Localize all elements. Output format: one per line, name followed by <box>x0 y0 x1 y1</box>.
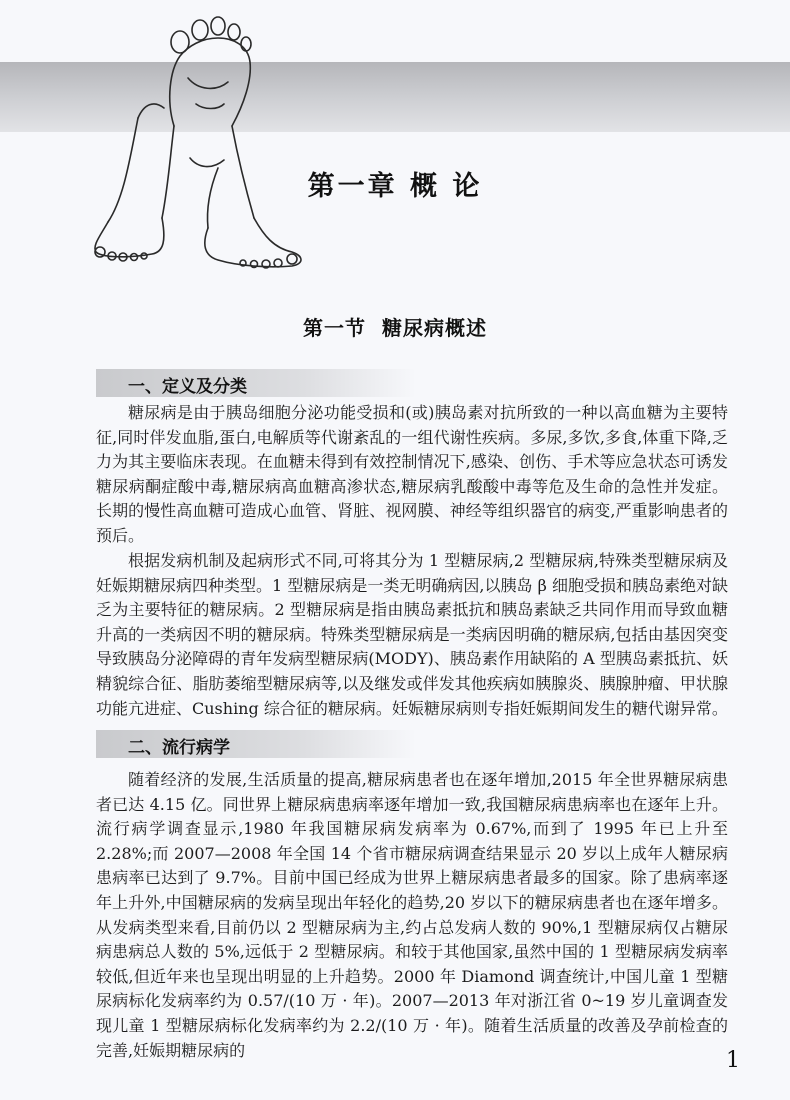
paragraph: 糖尿病是由于胰岛细胞分泌功能受损和(或)胰岛素对抗所致的一种以高血糖为主要特征,同时伴发血脂,蛋白,电解质等代谢紊乱的一组代谢性疾病。多尿,多饮,多食,体重下降,乏力为其主要临床表现。在血糖未得到有效控制情况下,感染、创伤、手术等应急状态可诱发糖尿病酮症酸中毒,糖尿病高血糖高渗状态,糖尿病乳酸酸中毒等危及生命的急性并发症。长期的慢性高血糖可造成心血管、肾脏、视网膜、神经等组织器官的病变,严重影响患者的预后。 <box>96 403 728 545</box>
page-number: 1 <box>726 1048 740 1073</box>
section-title-text: 糖尿病概述 <box>382 316 487 340</box>
subsection-heading-bar <box>96 730 416 758</box>
chapter-title: 第一章 概 论 <box>307 171 483 202</box>
section-number: 第一节 <box>303 316 366 340</box>
feet-illustration-icon <box>78 8 308 270</box>
section-title <box>0 312 790 341</box>
paragraph: 随着经济的发展,生活质量的提高,糖尿病患者也在逐年增加,2015 年全世界糖尿病患者已达 4.15 亿。同世界上糖尿病患病率逐年增加一致,我国糖尿病患病率也在逐年上升。流行病学调查显示,1980 年我国糖尿病发病率为 0.67%,而到了 1995 年已上升至 2.28%;而 2007—2008 年全国 14 个省市糖尿病调查结果显示 20 岁以上成年人糖尿病患病率已达到了 9.7%。目前中国已经成为世界上糖尿病患者最多的国家。除了患病率逐年上升外,中国糖尿病的发病呈现出年轻化的趋势,20 岁以下的糖尿病患者也在逐年增多。从发病类型来看,目前仍以 2 型糖尿病为主,约占总发病人数的 90%,1 型糖尿病仅占糖尿病患病总人数的 5%,远低于 2 型糖尿病。和较于其他国家,虽然中国的 1 型糖尿病发病率较低,但近年来也呈现出明显的上升趋势。2000 年 Diamond 调查统计,中国儿童 1 型糖尿病标化发病率约为 0.57/(10 万 · 年)。2007—2013 年对浙江省 0~19 岁儿童调查发现儿童 1 型糖尿病标化发病率约为 2.2/(10 万 · 年)。随着生活质量的改善及孕前检查的完善,妊娠期糖尿病的 <box>96 770 728 1060</box>
subsection-heading-bar <box>96 369 416 397</box>
paragraph: 根据发病机制及起病形式不同,可将其分为 1 型糖尿病,2 型糖尿病,特殊类型糖尿病及妊娠期糖尿病四种类型。1 型糖尿病是一类无明确病因,以胰岛 β 细胞受损和胰岛素绝对缺乏为主要特征的糖尿病。2 型糖尿病是指由胰岛素抵抗和胰岛素缺乏共同作用而导致血糖升高的一类病因不明的糖尿病。特殊类型糖尿病是一类病因明确的糖尿病,包括由基因突变导致胰岛分泌障碍的青年发病型糖尿病(MODY)、胰岛素作用缺陷的 A 型胰岛素抵抗、妖精貌综合征、脂肪萎缩型糖尿病等,以及继发或伴发其他疾病如胰腺炎、胰腺肿瘤、甲状腺功能亢进症、Cushing 综合征的糖尿病。妊娠糖尿病则专指妊娠期间发生的糖代谢异常。 <box>96 551 728 718</box>
subsection-heading: 二、流行病学 <box>128 738 230 758</box>
subsection-heading: 一、定义及分类 <box>128 377 247 397</box>
